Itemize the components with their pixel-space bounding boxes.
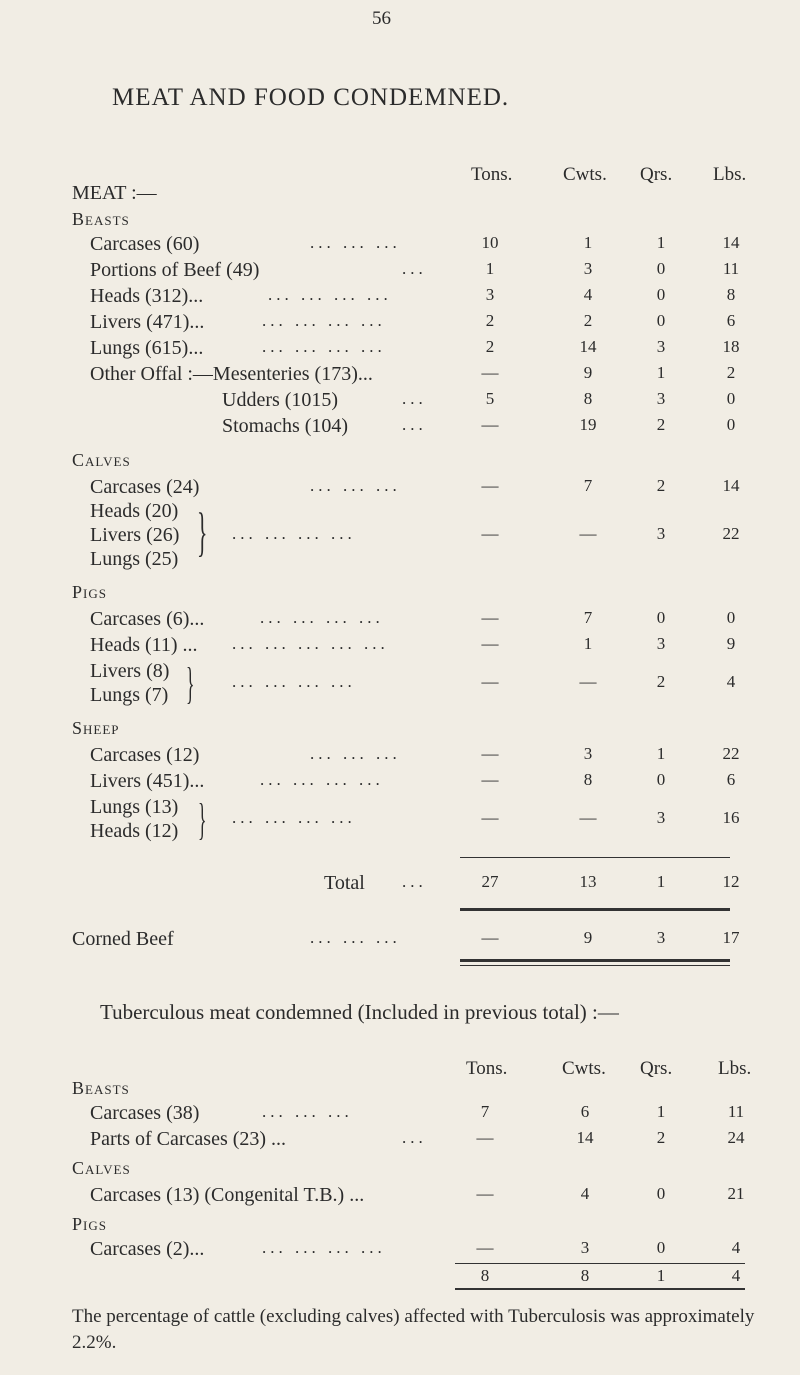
qrs-value: 0 bbox=[656, 1184, 666, 1203]
row-label: Stomachs (104) bbox=[222, 415, 349, 437]
tons-value: — bbox=[481, 363, 499, 382]
sheep-livers-row bbox=[0, 770, 800, 798]
leader-dots: ... ... ... bbox=[310, 928, 401, 947]
cwts-value: 8 bbox=[580, 1266, 590, 1285]
qrs-value: 0 bbox=[656, 259, 666, 278]
tons-value: 8 bbox=[480, 1266, 490, 1285]
calves-group-row bbox=[0, 524, 800, 552]
cwts-value: 2 bbox=[583, 311, 593, 330]
row-label: Udders (1015) bbox=[222, 389, 339, 411]
footnote: The percentage of cattle (excluding calves) affected with Tuberculosis was approximately 2.2%. bbox=[72, 1306, 755, 1353]
leader-dots: ... bbox=[402, 872, 427, 891]
beasts-heading: Beasts bbox=[72, 209, 130, 229]
lbs-value: 4 bbox=[731, 1238, 741, 1257]
tuberculous-heading: Tuberculous meat condemned (Included in previous total) :— bbox=[100, 1000, 619, 1024]
tb-beasts-heading: Beasts bbox=[72, 1078, 130, 1098]
qrs-value: 0 bbox=[656, 608, 666, 627]
leader-dots: ... ... ... bbox=[310, 233, 401, 252]
qrs-value: 2 bbox=[656, 672, 666, 691]
sheep-carcases-row bbox=[0, 744, 800, 772]
sheep-heads-label: Heads (12) bbox=[90, 820, 179, 842]
page-title: MEAT AND FOOD CONDEMNED. bbox=[112, 84, 510, 111]
leader-dots: ... ... ... ... bbox=[232, 524, 356, 543]
pigs-livers-label: Livers (8) bbox=[90, 660, 170, 682]
calves-heading: Calves bbox=[72, 450, 131, 470]
row-label: Parts of Carcases (23) ... bbox=[90, 1128, 287, 1150]
rule bbox=[460, 965, 730, 966]
tons-value: — bbox=[481, 415, 499, 434]
qrs-value: 0 bbox=[656, 311, 666, 330]
leader-dots: ... ... ... ... bbox=[232, 808, 356, 827]
tb-col-lbs: Lbs. bbox=[718, 1058, 752, 1079]
tons-value: — bbox=[481, 476, 499, 495]
brace: } bbox=[186, 659, 195, 708]
lbs-value: 2 bbox=[726, 363, 736, 382]
col-qrs: Qrs. bbox=[640, 164, 673, 185]
meat-heading: MEAT :— bbox=[72, 182, 157, 204]
qrs-value: 1 bbox=[656, 1266, 666, 1285]
lbs-value: 14 bbox=[722, 233, 740, 252]
qrs-value: 0 bbox=[656, 770, 666, 789]
row-label: Carcases (2)... bbox=[90, 1238, 205, 1260]
tb-beasts-parts-row bbox=[0, 1128, 800, 1156]
qrs-value: 2 bbox=[656, 476, 666, 495]
tb-beasts-carcases-row bbox=[0, 1102, 800, 1130]
cwts-value: 4 bbox=[583, 285, 593, 304]
qrs-value: 1 bbox=[656, 233, 666, 252]
tons-value: — bbox=[481, 524, 499, 543]
qrs-value: 1 bbox=[656, 744, 666, 763]
leader-dots: ... bbox=[402, 415, 427, 434]
leader-dots: ... ... ... ... bbox=[262, 1238, 386, 1257]
row-label: Carcases (60) bbox=[90, 233, 200, 255]
col-cwts: Cwts. bbox=[563, 164, 607, 185]
cwts-value: 8 bbox=[583, 389, 593, 408]
leader-dots: ... ... ... ... ... bbox=[232, 634, 389, 653]
tb-col-cwts: Cwts. bbox=[562, 1058, 606, 1079]
leader-dots: ... ... ... ... bbox=[260, 770, 384, 789]
tons-value: 2 bbox=[485, 337, 495, 356]
pigs-group-row bbox=[0, 672, 800, 700]
beasts-row bbox=[0, 311, 800, 339]
lbs-value: 11 bbox=[722, 259, 740, 278]
cwts-value: 7 bbox=[583, 476, 593, 495]
row-label: Livers (451)... bbox=[90, 770, 205, 792]
beasts-row bbox=[0, 363, 800, 391]
calves-heads-label: Heads (20) bbox=[90, 500, 179, 522]
tons-value: — bbox=[481, 634, 499, 653]
lbs-value: 24 bbox=[727, 1128, 745, 1147]
cwts-value: 3 bbox=[583, 744, 593, 763]
lbs-value: 6 bbox=[726, 311, 736, 330]
row-label: Corned Beef bbox=[72, 928, 174, 950]
tons-value: 1 bbox=[485, 259, 495, 278]
pigs-lungs-label: Lungs (7) bbox=[90, 684, 169, 706]
cwts-value: 14 bbox=[576, 1128, 594, 1147]
lbs-value: 0 bbox=[726, 389, 736, 408]
lbs-value: 4 bbox=[726, 672, 736, 691]
qrs-value: 3 bbox=[656, 634, 666, 653]
pigs-heads-row bbox=[0, 634, 800, 662]
double-rule bbox=[460, 908, 730, 911]
cwts-value: 4 bbox=[580, 1184, 590, 1203]
leader-dots: ... ... ... ... bbox=[268, 285, 392, 304]
pigs-heading: Pigs bbox=[72, 582, 107, 602]
qrs-value: 0 bbox=[656, 1238, 666, 1257]
beasts-row bbox=[0, 415, 800, 443]
tons-value: — bbox=[481, 608, 499, 627]
tons-value: 7 bbox=[480, 1102, 490, 1121]
tb-pigs-heading: Pigs bbox=[72, 1214, 107, 1234]
qrs-value: 2 bbox=[656, 1128, 666, 1147]
row-label: Carcases (24) bbox=[90, 476, 200, 498]
qrs-value: 3 bbox=[656, 389, 666, 408]
double-rule bbox=[455, 1288, 745, 1290]
brace: } bbox=[198, 795, 207, 844]
row-label: Carcases (38) bbox=[90, 1102, 200, 1124]
cwts-value: — bbox=[579, 524, 597, 543]
sheep-group-row bbox=[0, 808, 800, 836]
qrs-value: 1 bbox=[656, 872, 666, 891]
cwts-value: 9 bbox=[583, 928, 593, 947]
tb-col-qrs: Qrs. bbox=[640, 1058, 673, 1079]
lbs-value: 17 bbox=[722, 928, 740, 947]
lbs-value: 18 bbox=[722, 337, 740, 356]
cwts-value: 14 bbox=[579, 337, 597, 356]
row-label: Lungs (615)... bbox=[90, 337, 204, 359]
lbs-value: 16 bbox=[722, 808, 740, 827]
tons-value: — bbox=[476, 1128, 494, 1147]
rule bbox=[455, 1263, 745, 1264]
cwts-value: 19 bbox=[579, 415, 597, 434]
qrs-value: 1 bbox=[656, 1102, 666, 1121]
row-label: Carcases (6)... bbox=[90, 608, 205, 630]
corned-beef-row bbox=[0, 928, 800, 956]
cwts-value: 13 bbox=[579, 872, 597, 891]
lbs-value: 6 bbox=[726, 770, 736, 789]
lbs-value: 0 bbox=[726, 608, 736, 627]
beasts-row bbox=[0, 285, 800, 313]
qrs-value: 3 bbox=[656, 928, 666, 947]
leader-dots: ... ... ... bbox=[262, 1102, 353, 1121]
cwts-value: — bbox=[579, 672, 597, 691]
lbs-value: 22 bbox=[722, 524, 740, 543]
row-label: Heads (312)... bbox=[90, 285, 204, 307]
tb-calves-heading: Calves bbox=[72, 1158, 131, 1178]
beasts-row bbox=[0, 337, 800, 365]
leader-dots: ... bbox=[402, 259, 427, 278]
lbs-value: 9 bbox=[726, 634, 736, 653]
leader-dots: ... bbox=[402, 1128, 427, 1147]
cwts-value: 1 bbox=[583, 233, 593, 252]
tons-value: — bbox=[481, 770, 499, 789]
qrs-value: 3 bbox=[656, 337, 666, 356]
cwts-value: 3 bbox=[583, 259, 593, 278]
tb-pigs-row bbox=[0, 1238, 800, 1266]
tons-value: 10 bbox=[481, 233, 499, 252]
leader-dots: ... bbox=[402, 389, 427, 408]
beasts-row bbox=[0, 389, 800, 417]
rule bbox=[460, 857, 730, 858]
tb-col-tons: Tons. bbox=[466, 1058, 508, 1079]
sheep-heading: Sheep bbox=[72, 718, 120, 738]
row-label: Carcases (13) (Congenital T.B.) ... bbox=[90, 1184, 365, 1206]
tons-value: — bbox=[476, 1184, 494, 1203]
lbs-value: 12 bbox=[722, 872, 740, 891]
cwts-value: — bbox=[579, 808, 597, 827]
row-label: Carcases (12) bbox=[90, 744, 200, 766]
leader-dots: ... ... ... ... bbox=[260, 608, 384, 627]
qrs-value: 1 bbox=[656, 363, 666, 382]
row-label: Other Offal :—Mesenteries (173)... bbox=[90, 363, 373, 385]
tons-value: — bbox=[476, 1238, 494, 1257]
lbs-value: 4 bbox=[731, 1266, 741, 1285]
qrs-value: 3 bbox=[656, 808, 666, 827]
calves-lungs-label: Lungs (25) bbox=[90, 548, 179, 570]
leader-dots: ... ... ... ... bbox=[262, 337, 386, 356]
pigs-carcases-row bbox=[0, 608, 800, 636]
tons-value: 5 bbox=[485, 389, 495, 408]
tons-value: — bbox=[481, 672, 499, 691]
cwts-value: 9 bbox=[583, 363, 593, 382]
double-rule bbox=[460, 959, 730, 962]
leader-dots: ... ... ... bbox=[310, 476, 401, 495]
lbs-value: 0 bbox=[726, 415, 736, 434]
total-row bbox=[0, 872, 800, 900]
tons-value: — bbox=[481, 744, 499, 763]
tons-value: 27 bbox=[481, 872, 499, 891]
row-label: Portions of Beef (49) bbox=[90, 259, 260, 281]
qrs-value: 0 bbox=[656, 285, 666, 304]
calves-livers-label: Livers (26) bbox=[90, 524, 180, 546]
qrs-value: 3 bbox=[656, 524, 666, 543]
leader-dots: ... ... ... ... bbox=[262, 311, 386, 330]
lbs-value: 21 bbox=[727, 1184, 745, 1203]
cwts-value: 3 bbox=[580, 1238, 590, 1257]
total-label: Total bbox=[324, 872, 365, 894]
lbs-value: 8 bbox=[726, 285, 736, 304]
beasts-row bbox=[0, 233, 800, 261]
col-lbs: Lbs. bbox=[713, 164, 747, 185]
row-label: Heads (11) ... bbox=[90, 634, 198, 656]
qrs-value: 2 bbox=[656, 415, 666, 434]
cwts-value: 7 bbox=[583, 608, 593, 627]
lbs-value: 22 bbox=[722, 744, 740, 763]
tons-value: 3 bbox=[485, 285, 495, 304]
tons-value: 2 bbox=[485, 311, 495, 330]
cwts-value: 1 bbox=[583, 634, 593, 653]
leader-dots: ... ... ... ... bbox=[232, 672, 356, 691]
row-label: Livers (471)... bbox=[90, 311, 205, 333]
leader-dots: ... ... ... bbox=[310, 744, 401, 763]
col-tons: Tons. bbox=[471, 164, 513, 185]
cwts-value: 6 bbox=[580, 1102, 590, 1121]
brace: } bbox=[197, 502, 208, 562]
tons-value: — bbox=[481, 808, 499, 827]
lbs-value: 11 bbox=[727, 1102, 745, 1121]
cwts-value: 8 bbox=[583, 770, 593, 789]
tons-value: — bbox=[481, 928, 499, 947]
beasts-row bbox=[0, 259, 800, 287]
sheep-lungs-label: Lungs (13) bbox=[90, 796, 179, 818]
lbs-value: 14 bbox=[722, 476, 740, 495]
tb-calves-row bbox=[0, 1184, 800, 1212]
page-number: 56 bbox=[372, 8, 391, 29]
